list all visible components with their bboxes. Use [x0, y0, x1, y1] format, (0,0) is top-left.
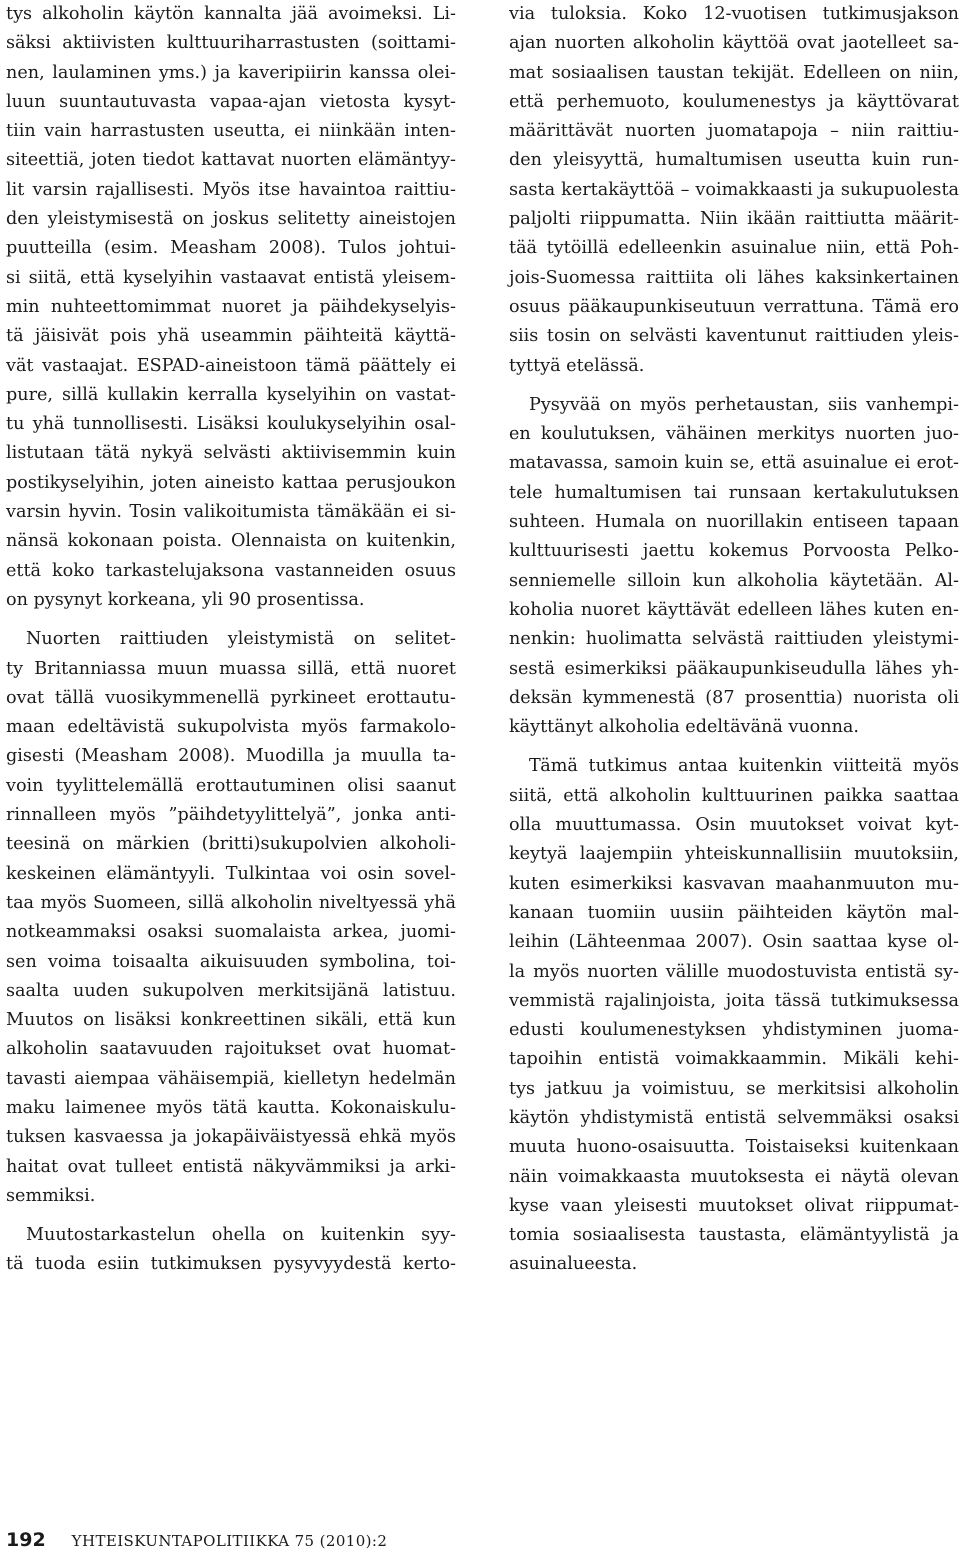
- text-line: Tämä tutkimus antaa kuitenkin viitteitä myös: [529, 756, 959, 777]
- text-line: tyttyä etelässä.: [509, 355, 645, 376]
- paragraph: [6, 625, 456, 1211]
- text-line: Muutos on lisäksi konkreettinen sikäli, että kun: [6, 1010, 456, 1031]
- text-line: kuten esimerkiksi kasvavan maahanmuuton mu-: [509, 873, 959, 894]
- text-line: osuus pääkaupunkiseutuun verrattuna. Tämä ero: [509, 296, 959, 317]
- paragraph: [509, 391, 959, 743]
- text-line: Pysyvää on myös perhetaustan, siis vanhempi-: [529, 394, 959, 415]
- text-line: min nuhteettomimmat nuoret ja päihdekyselyis-: [6, 296, 456, 317]
- paragraph-gap: [6, 1211, 456, 1221]
- text-line: den yleistymisestä on joskus selitetty aineistojen: [6, 209, 456, 230]
- text-line: käyttänyt alkoholia edeltävänä vuonna.: [509, 717, 860, 738]
- text-line: on pysynyt korkeana, yli 90 prosentissa.: [6, 589, 365, 610]
- right-column: [509, 0, 959, 1280]
- text-line: asuinalueesta.: [509, 1254, 638, 1275]
- text-line: teesinä on märkien (britti)sukupolvien alkoholi-: [6, 834, 456, 855]
- text-line: varsin hyvin. Tosin valikoitumista tämäkään ei si-: [6, 502, 456, 523]
- left-column: [6, 0, 456, 1280]
- text-line: taa myös Suomeen, sillä alkoholin niveltyessä yhä: [6, 892, 456, 913]
- text-line: alkoholin saatavuuden rajoitukset ovat huomat-: [6, 1039, 456, 1060]
- text-line: postikyselyihin, joten aineisto kattaa perusjoukon: [6, 472, 456, 493]
- text-line: sestä esimerkiksi pääkaupunkiseudulla lähes yh-: [509, 658, 959, 679]
- text-line: la myös nuorten välille muodostuvista entistä sy-: [509, 961, 959, 982]
- text-line: haitat ovat tulleet entistä näkyvämmiksi ja arki-: [6, 1156, 456, 1177]
- text-line: lit varsin rajallisesti. Myös itse havaintoa raittiu-: [6, 179, 456, 200]
- paragraph-gap: [6, 615, 456, 625]
- text-line: senniemelle silloin kun alkoholia käytetään. Al-: [509, 570, 959, 591]
- text-line: luun suuntautuvasta vapaa-ajan vietosta kysyt-: [6, 91, 456, 112]
- text-line: siteettiä, joten tiedot kattavat nuorten elämäntyy-: [6, 150, 456, 171]
- paragraph: [6, 0, 456, 615]
- paragraph: [509, 0, 959, 381]
- text-line: rinnalleen myös ”päihdetyylittelyä”, jonka anti-: [6, 805, 456, 826]
- text-line: semmiksi.: [6, 1185, 96, 1206]
- text-line: voin tyylittelemällä erottautuminen olisi saanut: [6, 775, 456, 796]
- text-line: sen voima toisaalta aikuisuuden symbolina, toi-: [6, 951, 456, 972]
- text-line: siis tosin on selvästi kaventunut raittiuden yleis-: [509, 326, 959, 347]
- text-line: paljolti riippumatta. Niin ikään raittiutta määrit-: [509, 209, 959, 230]
- paragraph-gap: [509, 742, 959, 752]
- text-line: listutaan tätä nykyä selvästi aktiivisemmin kuin: [6, 443, 456, 464]
- text-line: määrittävät nuorten juomatapoja – niin raittiu-: [509, 121, 959, 142]
- text-line: säksi aktiivisten kulttuuriharrastusten (soittami-: [6, 33, 456, 54]
- text-line: Muutostarkastelun ohella on kuitenkin syy-: [26, 1225, 456, 1246]
- text-line: että koko tarkastelujaksona vastanneiden osuus: [6, 560, 456, 581]
- text-line: tys jatkuu ja voimistuu, se merkitsisi alkoholin: [509, 1078, 959, 1099]
- text-line: keskeinen elämäntyyli. Tulkintaa voi osin sovel-: [6, 863, 456, 884]
- text-line: keytyä laajempiin yhteiskunnallisiin muutoksiin,: [509, 844, 959, 865]
- text-line: näin voimakkaasta muutoksesta ei näytä olevan: [509, 1166, 959, 1187]
- text-line: siitä, että alkoholin kulttuurinen paikka saattaa: [509, 785, 959, 806]
- text-line: jois-Suomessa raittiita oli lähes kaksinkertainen: [509, 267, 959, 288]
- text-line: Nuorten raittiuden yleistymistä on selitet-: [26, 629, 456, 650]
- text-line: puutteilla (esim. Measham 2008). Tulos johtui-: [6, 238, 456, 259]
- text-line: kulttuurisesti jaettu kokemus Porvoosta Pelko-: [509, 541, 959, 562]
- text-line: suhteen. Humala on nuorillakin entiseen tapaan: [509, 512, 959, 533]
- text-line: tää tytöillä edelleenkin asuinalue niin, että Poh-: [509, 238, 959, 259]
- text-line: gisesti (Measham 2008). Muodilla ja muulla ta-: [6, 746, 456, 767]
- text-line: leihin (Lähteenmaa 2007). Osin saattaa kyse ol-: [509, 932, 959, 953]
- text-line: maku laimenee myös tätä kautta. Kokonaiskulu-: [6, 1097, 456, 1118]
- text-line: tys alkoholin käytön kannalta jää avoimeksi. Li-: [6, 4, 456, 24]
- text-line: maan edeltävistä sukupolvista myös farmakolo-: [6, 717, 456, 738]
- text-line: en koulutuksen, vähäinen merkitys nuorten juo-: [509, 424, 959, 445]
- text-line: si siitä, että kyselyihin vastaavat entistä yleisem-: [6, 267, 456, 288]
- text-line: edusti koulumenestyksen yhdistyminen juoma-: [509, 1020, 959, 1041]
- text-line: vemmistä rajalinjoista, joita tässä tutkimuksessa: [509, 990, 959, 1011]
- text-line: nänsä kokonaan poista. Olennaista on kuitenkin,: [6, 531, 456, 552]
- text-line: nen, laulaminen yms.) ja kaveripiirin kanssa olei-: [6, 62, 456, 83]
- text-line: tuksen kasvaessa ja jokapäiväistyessä ehkä myös: [6, 1127, 456, 1148]
- paragraph: [6, 1221, 456, 1280]
- text-line: tapoihin entistä voimakkaammin. Mikäli kehi-: [509, 1049, 959, 1070]
- text-line: sasta kertakäyttöä – voimakkaasti ja sukupuolesta: [509, 179, 959, 200]
- text-line: mat sosiaalisen taustan tekijät. Edelleen on niin,: [509, 62, 959, 83]
- text-line: muuta huono-osaisuutta. Toistaiseksi kuitenkaan: [509, 1137, 959, 1158]
- text-line: den yleisyyttä, humaltumisen useutta kuin run-: [509, 150, 959, 171]
- text-line: via tuloksia. Koko 12-vuotisen tutkimusjakson: [509, 4, 959, 24]
- text-line: tiin vain harrastusten useutta, ei niinkään inten-: [6, 121, 456, 142]
- text-line: tu yhä tunnollisesti. Lisäksi koulukyselyihin osal-: [6, 414, 456, 435]
- text-line: tomia sosiaalisesta taustasta, elämäntyylistä ja: [509, 1225, 959, 1246]
- text-line: kanaan tuomiin uusiin päihteiden käytön mal-: [509, 902, 959, 923]
- text-line: tavasti aiempaa vähäisempiä, kielletyn hedelmän: [6, 1068, 456, 1089]
- text-line: deksän kymmenestä (87 prosenttia) nuorista oli: [509, 687, 959, 708]
- text-line: ovat tällä vuosikymmenellä pyrkineet erottautu-: [6, 687, 456, 708]
- text-line: nenkin: huolimatta selvästä raittiuden yleistymi-: [509, 629, 959, 650]
- text-line: tele humaltumisen tai runsaan kertakulutuksen: [509, 482, 959, 503]
- text-line: vät vastaajat. ESPAD-aineistoon tämä päättely ei: [6, 355, 456, 376]
- text-line: että perhemuoto, koulumenestys ja käyttövarat: [509, 91, 959, 112]
- text-line: ty Britanniassa muun muassa sillä, että nuoret: [6, 658, 456, 679]
- text-line: matavassa, samoin kuin se, että asuinalue ei erot-: [509, 453, 959, 474]
- text-line: olla muuttumassa. Osin muutokset voivat kyt-: [509, 815, 959, 836]
- paragraph: [509, 752, 959, 1279]
- text-line: tä tuoda esiin tutkimuksen pysyvyydestä kerto-: [6, 1254, 456, 1275]
- text-line: käytön yhdistymistä entistä selvemmäksi osaksi: [509, 1107, 959, 1128]
- text-line: saalta uuden sukupolven merkitsijänä latistuu.: [6, 980, 456, 1001]
- text-line: ajan nuorten alkoholin käyttöä ovat jaotelleet sa-: [509, 33, 959, 54]
- text-line: koholia nuoret käyttävät edelleen lähes kuten en-: [509, 599, 959, 620]
- text-line: notkeammaksi osaksi suomalaista arkea, juomi-: [6, 922, 456, 943]
- page-number: 192: [6, 1529, 46, 1551]
- text-line: kyse vaan yleisesti muutokset olivat riippumat-: [509, 1195, 959, 1216]
- journal-name: YHTEISKUNTAPOLITIIKKA 75 (2010):2: [71, 1532, 388, 1550]
- text-line: pure, sillä kullakin kerralla kyselyihin on vastat-: [6, 384, 456, 405]
- text-line: tä jäisivät pois yhä useammin päihteitä käyttä-: [6, 326, 456, 347]
- paragraph-gap: [509, 381, 959, 391]
